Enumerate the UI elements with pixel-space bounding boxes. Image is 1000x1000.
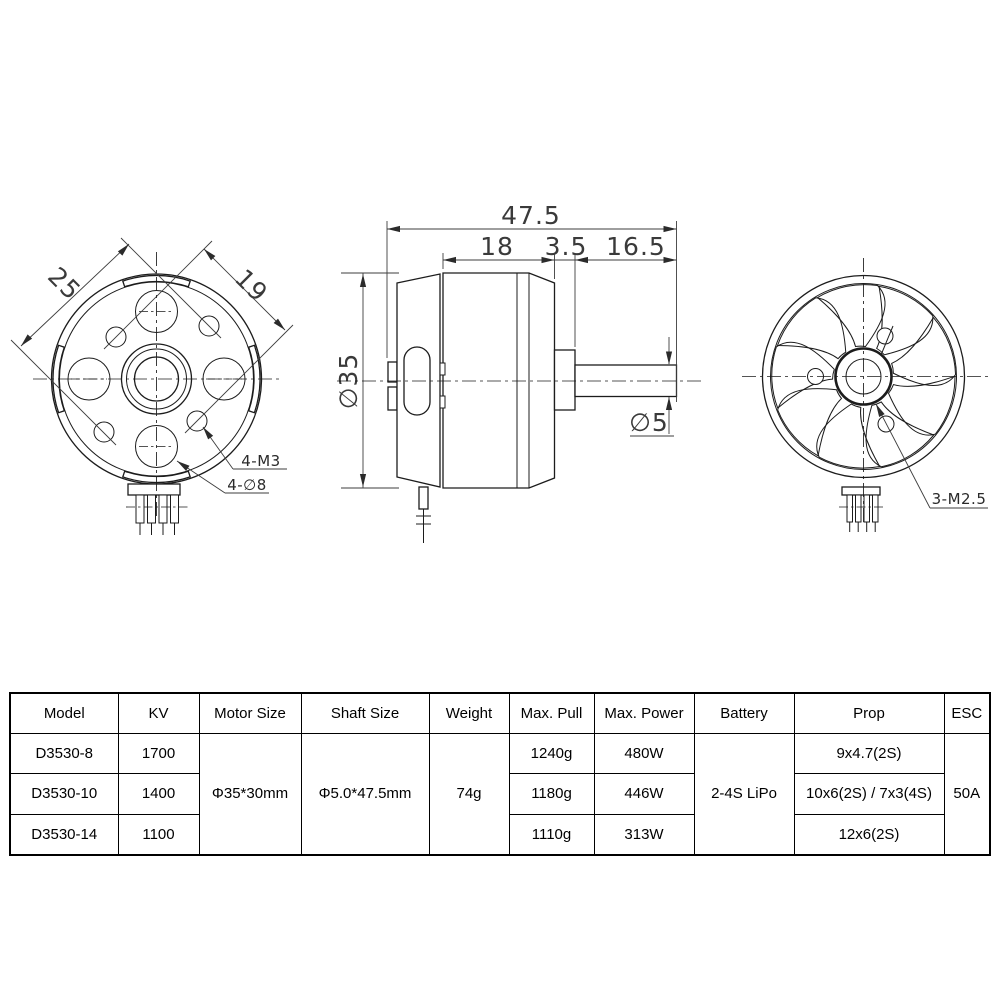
front-view [11, 238, 293, 535]
cell-max-pull: 1240g [509, 733, 594, 774]
cell-kv: 1400 [118, 774, 199, 815]
col-header-prop: Prop [794, 693, 944, 733]
col-header-kv: KV [118, 693, 199, 733]
cell-model: D3530-8 [10, 733, 118, 774]
dim-collar-length: 3.5 [544, 232, 588, 261]
spec-table [9, 692, 991, 856]
cell-max-power: 313W [594, 814, 694, 855]
cell-prop: 12x6(2S) [794, 814, 944, 855]
dim-mount-spacing-25: 25 [42, 261, 87, 306]
cell-motor-size: Φ35*30mm [199, 733, 301, 855]
cell-battery: 2-4S LiPo [694, 733, 794, 855]
dim-body-diameter: ∅35 [334, 352, 363, 410]
dim-overall-length: 47.5 [501, 201, 561, 230]
cell-esc: 50A [944, 733, 990, 855]
spec-row-d3530-8 [10, 733, 990, 774]
label-mount-holes: 4-M3 [241, 452, 281, 470]
col-header-shaft-size: Shaft Size [301, 693, 429, 733]
cell-model: D3530-10 [10, 774, 118, 815]
col-header-max-pull: Max. Pull [509, 693, 594, 733]
side-view [334, 201, 702, 543]
cell-max-pull: 1180g [509, 774, 594, 815]
cell-kv: 1700 [118, 733, 199, 774]
m2_5-hole [877, 328, 893, 344]
cell-shaft-size: Φ5.0*47.5mm [301, 733, 429, 855]
dim-mount-spacing-19: 19 [229, 263, 274, 308]
rear-view [742, 258, 988, 532]
spec-header-row [10, 693, 990, 733]
m3-hole [94, 422, 114, 442]
front-view-wires [126, 484, 188, 535]
cell-max-pull: 1110g [509, 814, 594, 855]
cell-kv: 1100 [118, 814, 199, 855]
dim-body-length: 18 [480, 232, 514, 261]
col-header-esc: ESC [944, 693, 990, 733]
side-rotor-bell [443, 273, 555, 488]
col-header-max-power: Max. Power [594, 693, 694, 733]
cell-prop: 10x6(2S) / 7x3(4S) [794, 774, 944, 815]
cell-max-power: 446W [594, 774, 694, 815]
cell-weight: 74g [429, 733, 509, 855]
dim-shaft-length: 16.5 [606, 232, 666, 261]
col-header-weight: Weight [429, 693, 509, 733]
label-vent-holes: 4-∅8 [227, 476, 267, 494]
col-header-motor-size: Motor Size [199, 693, 301, 733]
col-header-battery: Battery [694, 693, 794, 733]
cell-max-power: 480W [594, 733, 694, 774]
rear-view-wires [839, 487, 885, 532]
col-header-model: Model [10, 693, 118, 733]
side-shaft-collar [555, 350, 576, 410]
cell-model: D3530-14 [10, 814, 118, 855]
cell-prop: 9x4.7(2S) [794, 733, 944, 774]
dim-shaft-diameter: ∅5 [629, 408, 669, 437]
label-rear-screw-holes: 3-M2.5 [931, 490, 987, 508]
